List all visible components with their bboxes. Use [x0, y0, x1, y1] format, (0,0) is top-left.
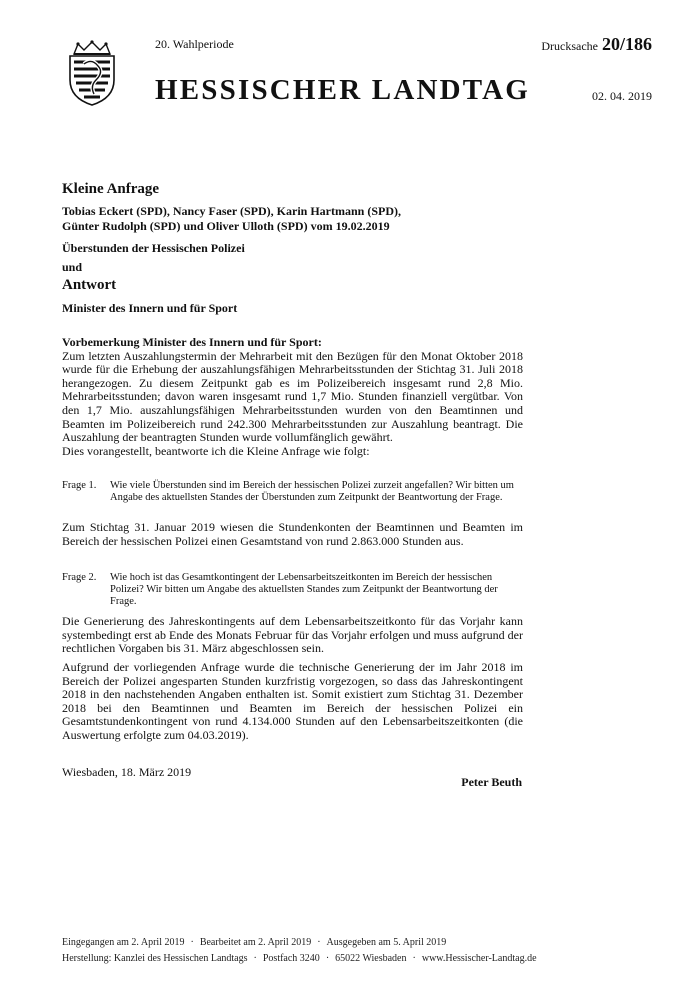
antwort-1: Zum Stichtag 31. Januar 2019 wiesen die Stundenkonten der Beamtinnen und Beamten im Bereich der hessischen Polizei einen Gesamtstand von rund 2.863.000 Stunden aus. — [62, 520, 523, 548]
footer-postfach: Postfach 3240 — [262, 953, 320, 964]
authors-line-2: Günter Rudolph (SPD) und Oliver Ulloth (SPD) vom 19.02.2019 — [62, 219, 390, 233]
antwort-heading: Antwort — [62, 277, 117, 293]
vorbemerkung-label: Vorbemerkung Minister des Innern und für Sport: — [62, 335, 322, 349]
antwort-2a: Die Generierung des Jahreskontingents auf dem Lebensarbeitszeitkonto für das Vorjahr kann systembedingt erst ab Ende des Monats Februar für das Vorjahr erfolgen und muss aufgrund der rechtlichen Vorgaben bis 31. März abgeschlossen sein. — [62, 614, 523, 656]
signature: Peter Beuth — [461, 775, 522, 789]
frage-2-text: Wie hoch ist das Gesamtkontingent der Lebensarbeitszeitkonten im Bereich der hessischen Polizei? Wir bitten um Angabe des aktuellsten Standes zum Zeitpunkt der Beantwortung der Frage. — [110, 572, 498, 607]
drucksache-number: 20/186 — [601, 34, 652, 54]
wahlperiode: 20. Wahlperiode — [155, 37, 234, 51]
minister: Minister des Innern und für Sport — [62, 301, 238, 315]
footer-eingegangen: Eingegangen am 2. April 2019 — [62, 937, 185, 948]
footer-line-2 — [62, 953, 537, 964]
footer-line-1 — [62, 937, 446, 948]
vorbemerkung — [62, 336, 523, 445]
footer-ort: 65022 Wiesbaden — [335, 953, 407, 964]
frage-2-number: Frage 2. — [62, 572, 97, 583]
frage-2 — [62, 572, 523, 608]
footer-separator: · — [325, 953, 330, 964]
footer-separator: · — [317, 937, 321, 948]
und-label: und — [62, 260, 83, 274]
frage-1-number: Frage 1. — [62, 480, 97, 491]
document-date: 02. 04. 2019 — [592, 89, 652, 103]
topic: Überstunden der Hessischen Polizei — [62, 241, 245, 255]
footer-separator: · — [190, 937, 194, 948]
footer-separator: · — [253, 953, 257, 964]
vorbemerkung-text: Zum letzten Auszahlungstermin der Mehrarbeit mit den Bezügen für den Monat Oktober 2018 wurde für die Erhebung der auszahlungsfähigen Mehrarbeitsstunden der Stichtag 31. Juli 2018 herangezogen. Zu diesem Zeitpunkt gab es im Polizeibereich insgesamt rund 2,8 Mio. Mehrarbeitsstunden; davon waren insgesamt rund 1,7 Mio. Stunden finanziell vergütbar. Von den 1,7 Mio. auszahlungsfähigen Mehrarbeitsstunden wurden von den Beamtinnen und Beamten im Polizeibereich rund 242.300 Mehrarbeitsstunden zur Auszahlung beantragt. Die Auszahlung der beantragten Stunden wurde vollumfänglich gewährt. — [62, 348, 523, 445]
frage-1 — [62, 480, 523, 504]
footer-web: www.Hessischer-Landtag.de — [421, 953, 537, 964]
dies-vorangestellt: Dies vorangestellt, beantworte ich die Kleine Anfrage wie folgt: — [62, 444, 370, 458]
footer-ausgegeben: Ausgegeben am 5. April 2019 — [326, 937, 447, 948]
footer-bearbeitet: Bearbeitet am 2. April 2019 — [199, 937, 312, 948]
drucksache — [541, 34, 652, 55]
frage-1-text: Wie viele Überstunden sind im Bereich der hessischen Polizei zurzeit angefallen? Wir bitten um Angabe des aktuellsten Standes der Überstunden zum Zeitpunkt der Beantwortung der Frage. — [110, 480, 514, 503]
hessen-coat-of-arms-icon — [64, 40, 120, 106]
kleine-anfrage-heading: Kleine Anfrage — [62, 181, 160, 197]
antwort-2b: Aufgrund der vorliegenden Anfrage wurde die technische Generierung der im Jahr 2018 im Bereich der Polizei angesparten Stunden kurzfristig vorgezogen, so dass das Jahreskontingent 2018 in den nachstehenden Angaben enthalten ist. Somit existiert zum Stichtag 31. Dezember 2018 bei den Beamtinnen und Beamten im Bereich der hessischen Polizei ein Gesamtstundenkontingent von rund 4.134.000 Stunden auf den Lebensarbeitszeitkonten (die Auswertung erfolgte zum 04.03.2019). — [62, 660, 523, 742]
authors — [62, 204, 532, 234]
authors-line-1: Tobias Eckert (SPD), Nancy Faser (SPD), Karin Hartmann (SPD), — [62, 204, 401, 218]
page-title: HESSISCHER LANDTAG — [155, 74, 531, 106]
place-date: Wiesbaden, 18. März 2019 — [62, 765, 192, 779]
footer-separator: · — [412, 953, 416, 964]
footer-herstellung: Herstellung: Kanzlei des Hessischen Landtags — [62, 953, 248, 964]
drucksache-label: Drucksache — [541, 39, 598, 53]
